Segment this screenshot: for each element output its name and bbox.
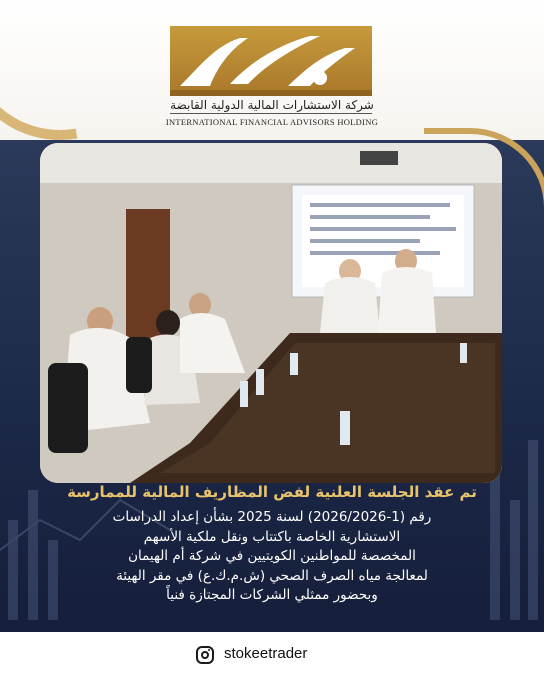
body-line-5: وبحضور ممثلي الشركات المجتازة فنياً	[166, 587, 378, 604]
logo-arabic-name: شركة الاستشارات المالية الدولية القابضة	[170, 98, 374, 112]
instagram-icon[interactable]	[196, 646, 214, 664]
logo-divider	[170, 113, 372, 114]
meeting-photo	[40, 143, 502, 483]
instagram-handle[interactable]: stokeetrader	[224, 645, 308, 662]
headline: تم عقد الجلسة العلنية لفض المظاريف المالية للممارسة	[67, 483, 477, 501]
body-line-2: الاستشارية الخاصة باكتتاب ونقل ملكية الأسهم	[143, 528, 401, 545]
logo-english-name: INTERNATIONAL FINANCIAL ADVISORS HOLDING	[165, 117, 379, 127]
body-line-3: المخصصة للمواطنين الكويتيين في شركة أم الهيمان	[128, 548, 416, 565]
company-logo	[170, 26, 372, 96]
body-line-4: لمعالجة مياه الصرف الصحي (ش.م.ك.ع) في مقر الهيئة	[116, 567, 428, 584]
body-line-1: رقم (1-2026/2026) لسنة 2025 بشأن إعداد الدراسات	[112, 509, 432, 525]
body-text	[40, 508, 504, 606]
